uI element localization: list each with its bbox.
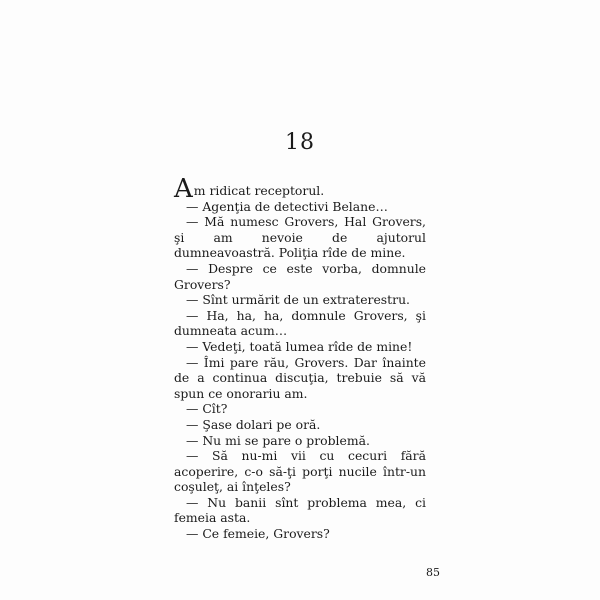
- paragraph: — Mă numesc Grovers, Hal Grovers, şi am nevoie de ajutorul dumneavoastră. Poliţia rîde de mine.: [174, 214, 426, 261]
- paragraph: — Vedeţi, toată lumea rîde de mine!: [186, 338, 413, 354]
- body-text: [174, 174, 426, 542]
- paragraph: — Sînt urmărit de un extraterestru.: [186, 292, 410, 308]
- paragraph: — Ce femeie, Grovers?: [186, 526, 330, 542]
- page-number: 85: [426, 566, 440, 579]
- paragraph: — Agenţia de detectivi Belane…: [186, 198, 388, 214]
- paragraph: — Să nu-mi vii cu cecuri fără acoperire, c-o să-ţi porţi nucile într-un coşuleţ, ai înţeles?: [174, 448, 426, 495]
- paragraph: — Cît?: [186, 401, 228, 417]
- paragraph: [174, 174, 426, 204]
- paragraph: — Nu banii sînt problema mea, ci femeia asta.: [174, 494, 426, 526]
- drop-initial: A: [174, 174, 193, 204]
- paragraph: — Îmi pare rău, Grovers. Dar înainte de a continua discuţia, trebuie să vă spun ce onorariu am.: [174, 354, 426, 401]
- paragraph-text: m ridicat receptorul.: [193, 183, 325, 198]
- chapter-number: 18: [285, 130, 315, 155]
- paragraph: — Ha, ha, ha, domnule Grovers, şi dumneata acum…: [174, 307, 426, 339]
- paragraph: — Şase dolari pe oră.: [186, 416, 321, 432]
- paragraph: — Nu mi se pare o problemă.: [186, 432, 370, 448]
- paragraph: — Despre ce este vorba, domnule Grovers?: [174, 260, 426, 292]
